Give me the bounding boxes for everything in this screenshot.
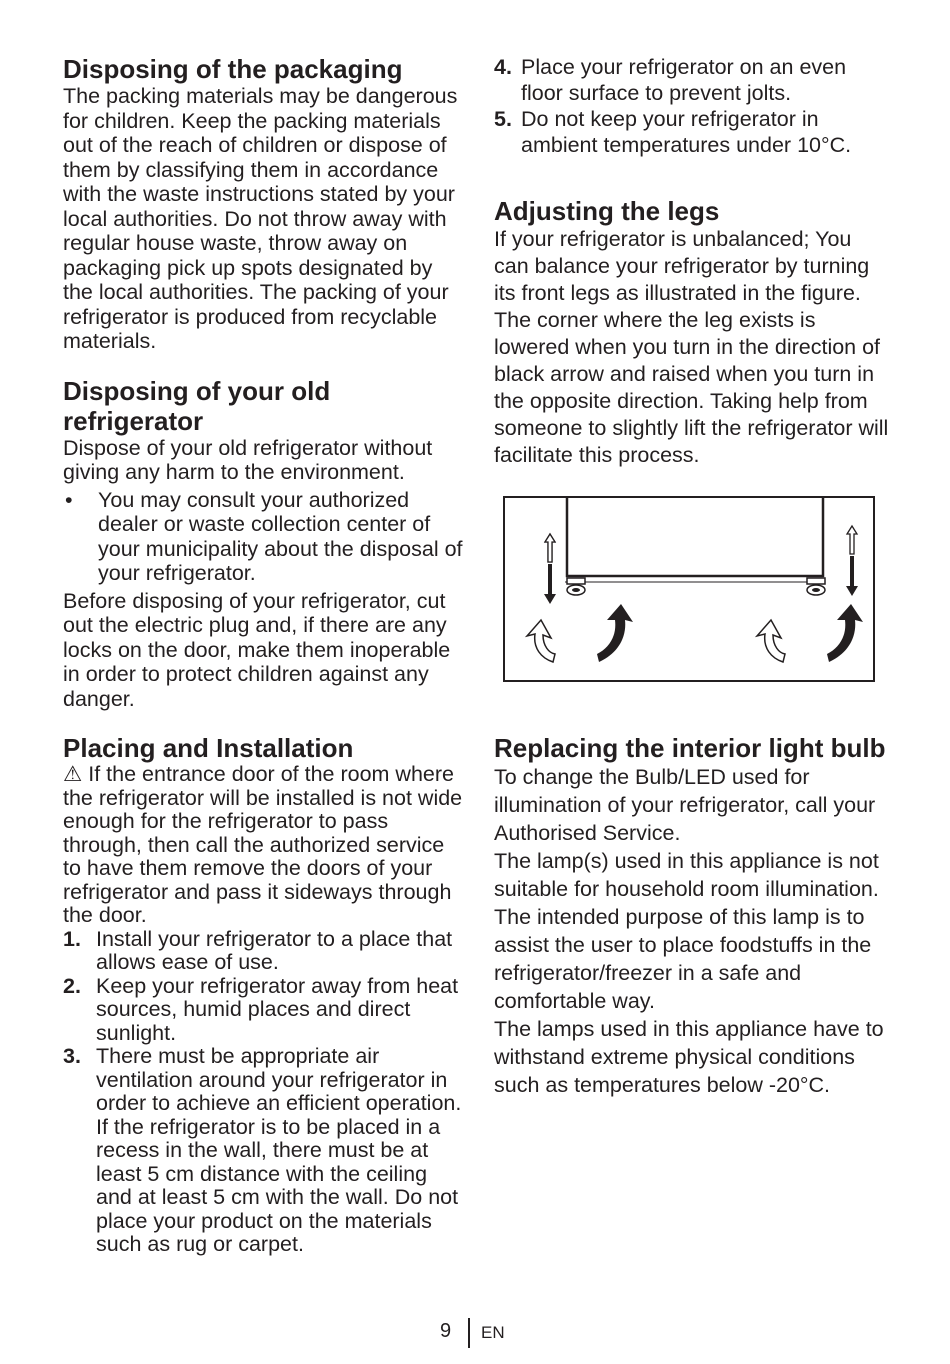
- page-footer: [0, 1318, 950, 1348]
- list-item: [494, 106, 889, 158]
- list-item: [63, 1045, 463, 1257]
- right-column: [494, 54, 889, 469]
- list-number: 1.: [63, 926, 81, 951]
- list-item: [494, 54, 889, 106]
- list-item: [63, 928, 463, 975]
- list-text: Place your refrigerator on an even floor surface to prevent jolts.: [521, 55, 847, 105]
- bullet-mark: •: [65, 487, 73, 512]
- list-item: [63, 488, 463, 586]
- bulb-heading: Replacing the interior light bulb: [494, 733, 886, 763]
- warning-icon: ⚠: [63, 762, 83, 786]
- counterclockwise-arrow-icon: [527, 620, 555, 662]
- leg-adjustment-figure: [503, 496, 875, 682]
- clockwise-arrow-icon: [827, 604, 863, 662]
- footer-divider: [468, 1318, 470, 1348]
- list-item: [63, 975, 463, 1046]
- list-text: Keep your refrigerator away from heat sources, humid places and direct sunlight.: [96, 973, 459, 1045]
- clockwise-arrow-icon: [597, 604, 633, 662]
- leg-adjustment-illustration: [505, 498, 873, 680]
- bulb-text-1: To change the Bulb/LED used for illumination of your refrigerator, call your Authorised Service.: [494, 765, 876, 845]
- list-text: There must be appropriate air ventilation around your refrigerator in order to achieve an efficient operation. If the refrigerator is to be placed in a recess in the wall, there must be at least 5 cm distance with the ceiling and at least 5 cm with the wall. Do not place your product on the materials such as rug or carpet.: [96, 1044, 462, 1256]
- left-column: [63, 54, 463, 1257]
- list-number: 4.: [494, 55, 512, 79]
- old-refrigerator-heading: Disposing of your old refrigerator: [63, 375, 331, 436]
- old-refrigerator-intro: Dispose of your old refrigerator without giving any harm to the environment.: [63, 435, 433, 484]
- lower-arrow-icon: [544, 564, 556, 604]
- language-code: EN: [481, 1323, 505, 1342]
- bulb-section: [494, 733, 889, 1099]
- warning-text: If the entrance door of the room where the refrigerator will be installed is not wide enough for the refrigerator to pass through, then call the authorized service to have them remove the doors of your refrigerator and pass it sideways through the door.: [63, 762, 463, 927]
- placing-warning: [63, 763, 463, 928]
- packaging-text: The packing materials may be dangerous for children. Keep the packing materials out of the reach of children or dispose of them by classifying them in accordance with the waste instructions stated by your local authorities. Do not throw away with regular house waste, throw away on packaging pick up spots designated by the local authorities. The packing of your refrigerator is produced from recyclable materials.: [63, 84, 458, 353]
- bulb-text-2: The lamp(s) used in this appliance is not suitable for household room illumination. The intended purpose of this lamp is to assist the user to place foodstuffs in the refrigerator/freezer in a safe and comfortable way.: [494, 849, 879, 1013]
- list-number: 2.: [63, 973, 81, 998]
- legs-heading: Adjusting the legs: [494, 196, 720, 226]
- list-text: Do not keep your refrigerator in ambient temperatures under 10°C.: [521, 107, 852, 157]
- list-number: 3.: [63, 1044, 81, 1068]
- right-leg-icon: [807, 578, 825, 595]
- packaging-heading: Disposing of the packaging: [63, 54, 403, 84]
- list-text: Install your refrigerator to a place that allows ease of use.: [96, 926, 453, 974]
- raise-arrow-icon: [847, 526, 857, 554]
- old-refrigerator-after: Before disposing of your refrigerator, cut out the electric plug and, if there are any locks on the door, make them inoperable in order to protect children against any danger.: [63, 588, 451, 711]
- legs-text: If your refrigerator is unbalanced; You can balance your refrigerator by turning its front legs as illustrated in the figure. The corner where the leg exists is lowered when you turn in the direction of black arrow and raised when you turn in the opposite direction. Taking help from someone to slightly lift the refrigerator will facilitate this process.: [494, 227, 889, 467]
- bullet-text: You may consult your authorized dealer or waste collection center of your municipality about the disposal of your refrigerator.: [98, 487, 463, 585]
- page-number: 9: [440, 1320, 452, 1342]
- lower-arrow-icon: [846, 556, 858, 596]
- list-number: 5.: [494, 107, 512, 131]
- placing-heading: Placing and Installation: [63, 733, 354, 763]
- left-leg-icon: [567, 578, 585, 595]
- raise-arrow-icon: [545, 534, 555, 562]
- counterclockwise-arrow-icon: [757, 620, 785, 662]
- bulb-text-3: The lamps used in this appliance have to withstand extreme physical conditions such as temperatures below -20°C.: [494, 1017, 884, 1097]
